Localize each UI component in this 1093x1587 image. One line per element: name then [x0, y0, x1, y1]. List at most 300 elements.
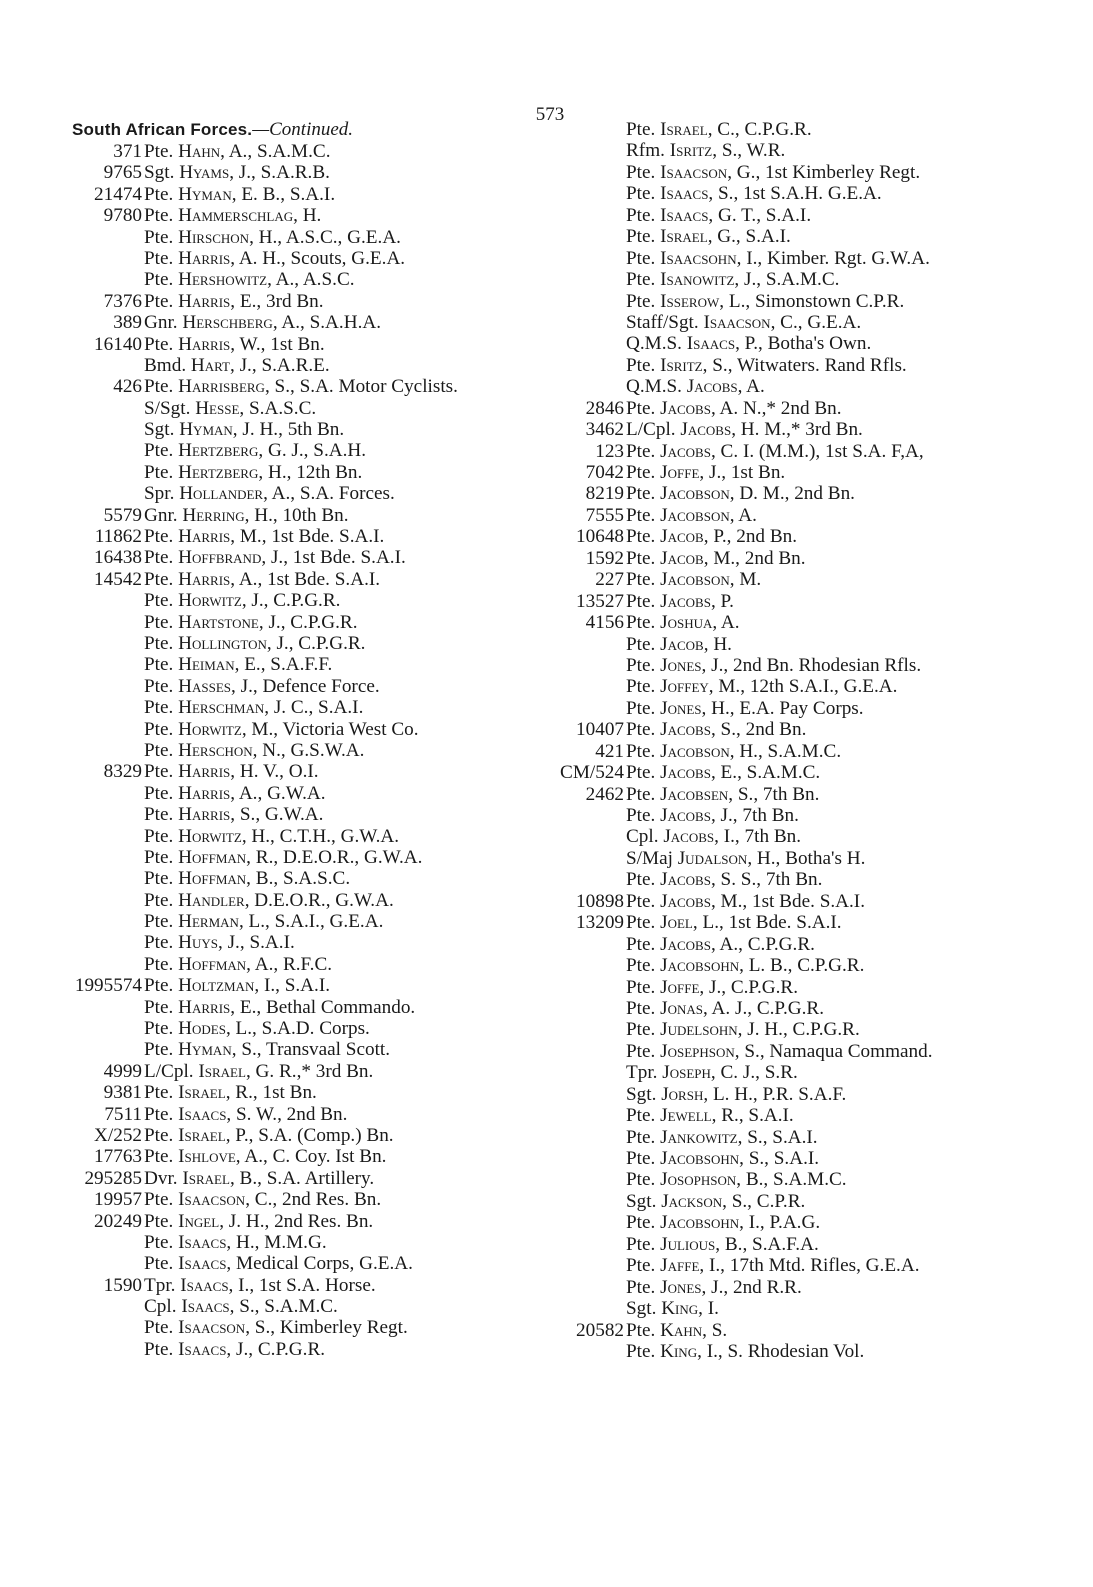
surname: Jones — [660, 697, 702, 719]
initials-and-unit: , B., S.A. Artillery. — [229, 1167, 375, 1189]
entry-text — [626, 226, 791, 247]
rank: Pte. — [626, 290, 656, 312]
rank: Pte. — [626, 612, 656, 634]
entry-text — [144, 590, 340, 611]
initials-and-unit: , B., S.A.M.C. — [736, 1169, 847, 1191]
surname: Harris — [178, 247, 231, 269]
rank: Pte. — [144, 205, 174, 227]
rank: Pte. — [144, 932, 174, 954]
surname: Horwitz — [178, 590, 242, 612]
rank: Pte. — [144, 1039, 174, 1061]
initials-and-unit: , J. C., S.A.I. — [264, 697, 364, 719]
entry-text — [626, 848, 865, 869]
entry-text — [626, 826, 801, 847]
initials-and-unit: , H., A.S.C., G.E.A. — [249, 226, 401, 248]
initials-and-unit: , H., 12th Bn. — [258, 461, 363, 483]
surname: Isaacs — [660, 183, 709, 205]
entry-text — [144, 676, 380, 697]
entry-text — [626, 1084, 846, 1105]
surname: Israel — [178, 1082, 226, 1104]
initials-and-unit: , J., C.P.G.R. — [699, 976, 799, 998]
rank: Tpr. — [626, 1062, 658, 1084]
initials-and-unit: , E. B., S.A.I. — [231, 183, 336, 205]
rank: Pte. — [626, 890, 656, 912]
initials-and-unit: , J., Defence Force. — [231, 675, 380, 697]
entry-text — [626, 891, 865, 912]
entry-text — [144, 697, 363, 718]
surname: Herschon — [178, 739, 253, 761]
service-number: CM/524 — [560, 762, 624, 784]
surname: Isaacsohn — [660, 247, 737, 269]
initials-and-unit: , J., 2nd Bn. Rhodesian Rfls. — [701, 654, 922, 676]
entry-text — [626, 205, 811, 226]
initials-and-unit: , A., S.A. Forces. — [263, 483, 395, 505]
rank: S/Sgt. — [144, 397, 191, 419]
entry-text — [626, 1105, 794, 1126]
surname: Judelsohn — [660, 1019, 738, 1041]
rank: Pte. — [626, 1276, 656, 1298]
initials-and-unit: , J., 1st Bde. S.A.I. — [261, 547, 406, 569]
rank: Pte. — [626, 740, 656, 762]
surname: Horwitz — [178, 825, 242, 847]
initials-and-unit: , H. M.,* 3rd Bn. — [731, 419, 863, 441]
surname: Jacobs — [663, 826, 715, 848]
surname: Hasses — [178, 675, 232, 697]
surname: Jaffe — [660, 1255, 700, 1277]
rank: Pte. — [144, 953, 174, 975]
initials-and-unit: , E., S.A.F.F. — [234, 654, 333, 676]
surname: Harrisberg — [178, 376, 265, 398]
surname: Hollington — [178, 632, 267, 654]
initials-and-unit: , S., Witwaters. Rand Rfls. — [702, 354, 907, 376]
initials-and-unit: , J., C.P.G.R. — [241, 590, 341, 612]
entry-text — [144, 248, 405, 269]
surname: Isaacs — [686, 333, 736, 355]
rank: Pte. — [144, 804, 174, 826]
surname: Heiman — [178, 654, 235, 676]
initials-and-unit: , P., S.A. (Comp.) Bn. — [225, 1124, 394, 1146]
initials-and-unit: , J., S.A.R.B. — [229, 162, 330, 184]
rank: Pte. — [144, 1103, 174, 1125]
rank: Pte. — [144, 846, 174, 868]
surname: Hoffman — [178, 953, 247, 975]
initials-and-unit: , R., D.E.O.R., G.W.A. — [246, 846, 423, 868]
entry-text — [144, 1253, 413, 1274]
surname: Jackson — [661, 1190, 723, 1212]
entry-text — [626, 805, 799, 826]
initials-and-unit: , A. H., Scouts, G.E.A. — [230, 247, 406, 269]
entry-text — [144, 1296, 338, 1317]
rank: Pte. — [626, 955, 656, 977]
surname: Jones — [660, 654, 702, 676]
entry-text — [626, 526, 797, 547]
rank: Cpl. — [144, 1296, 177, 1318]
initials-and-unit: , I., 7th Bn. — [714, 826, 802, 848]
rank: Pte. — [144, 1124, 174, 1146]
rank: Pte. — [144, 1338, 174, 1360]
surname: King — [660, 1340, 698, 1362]
rank: Pte. — [144, 632, 174, 654]
surname: Jankowitz — [660, 1126, 738, 1148]
service-number: 9765 — [103, 162, 142, 184]
surname: Jacobs — [660, 805, 711, 826]
surname: Joel — [660, 912, 693, 934]
service-number: 389 — [113, 312, 142, 334]
entry-text — [626, 676, 897, 697]
initials-and-unit: , L., 1st Bde. S.A.I. — [692, 912, 842, 934]
entry-text — [626, 1041, 933, 1062]
initials-and-unit: , G., 1st Kimberley Regt. — [727, 161, 921, 183]
entry-text — [144, 569, 380, 590]
entry-text — [626, 548, 806, 569]
initials-and-unit: , S., 1st S.A.H. G.E.A. — [708, 183, 882, 205]
entry-text — [626, 1320, 727, 1341]
section-heading — [72, 119, 353, 141]
surname: Israel — [660, 226, 708, 248]
initials-and-unit: , M., 1st Bde. S.A.I. — [710, 890, 865, 912]
rank: Pte. — [626, 504, 656, 526]
service-number: 13209 — [576, 912, 624, 934]
service-number: 21474 — [94, 183, 142, 205]
entry-text — [626, 1298, 719, 1319]
entry-text — [626, 1148, 819, 1169]
section-title: South African Forces. — [72, 120, 253, 139]
surname: Jonas — [660, 997, 703, 1019]
rank: Pte. — [626, 976, 656, 998]
initials-and-unit: , H. — [703, 633, 732, 655]
entry-text — [626, 784, 819, 805]
surname: Judalson — [677, 847, 748, 869]
entry-text — [626, 1277, 802, 1298]
initials-and-unit: , A., 1st Bde. S.A.I. — [230, 568, 381, 590]
rank: Pte. — [626, 161, 656, 183]
surname: Jacobs — [660, 890, 711, 912]
entry-text — [144, 312, 381, 333]
entry-text — [626, 291, 904, 312]
entry-text — [144, 419, 344, 440]
service-number: 2462 — [585, 783, 624, 805]
rank: Pte. — [626, 1040, 656, 1062]
rank: Pte. — [626, 1340, 656, 1362]
rank: Pte. — [144, 183, 174, 205]
rank: Pte. — [626, 1212, 656, 1234]
initials-and-unit: , C., 2nd Res. Bn. — [245, 1189, 382, 1211]
service-number: 10407 — [576, 719, 624, 741]
surname: Holtzman — [178, 975, 255, 997]
rank: Pte. — [144, 975, 174, 997]
service-number: X/252 — [94, 1124, 142, 1146]
rank: Pte. — [144, 376, 174, 398]
surname: Isaacs — [178, 1338, 227, 1360]
service-number: 8219 — [585, 483, 624, 505]
rank: Gnr. — [144, 504, 178, 526]
rank: Pte. — [144, 141, 174, 162]
entry-text — [144, 376, 458, 397]
entry-text — [144, 1104, 347, 1125]
entry-text — [144, 997, 415, 1018]
entry-text — [144, 398, 316, 419]
surname: Hammerschlag — [178, 205, 294, 227]
surname: Jorsh — [661, 1083, 704, 1105]
initials-and-unit: , H., C.T.H., G.W.A. — [241, 825, 400, 847]
rank: Pte. — [626, 119, 656, 140]
surname: Isaacson — [178, 1189, 246, 1211]
initials-and-unit: , S., 2nd Bn. — [710, 719, 807, 741]
entry-text — [626, 719, 806, 740]
surname: Jacobsohn — [660, 1148, 740, 1169]
service-number: 10898 — [576, 890, 624, 912]
rank: Pte. — [626, 269, 656, 291]
initials-and-unit: , E., S.A.M.C. — [710, 762, 821, 784]
rank: Pte. — [626, 397, 656, 419]
entry-text — [144, 462, 362, 483]
surname: Hertzberg — [178, 440, 259, 462]
initials-and-unit: , W., 1st Bn. — [230, 333, 325, 355]
surname: Jacobson — [660, 569, 730, 591]
surname: Jacob — [660, 633, 704, 655]
entry-text — [144, 654, 332, 675]
surname: Jacobs — [660, 719, 711, 741]
initials-and-unit: , S., Transvaal Scott. — [231, 1039, 391, 1061]
surname: Harris — [178, 526, 231, 548]
rank: Pte. — [626, 912, 656, 934]
entry-text — [144, 954, 332, 975]
rank: Pte. — [144, 1253, 174, 1275]
initials-and-unit: , D. M., 2nd Bn. — [729, 483, 855, 505]
entry-text — [144, 868, 350, 889]
entry-text — [626, 419, 863, 440]
rank: Pte. — [626, 676, 656, 698]
entry-text — [144, 1232, 327, 1253]
entry-text — [626, 162, 920, 183]
rank: Pte. — [144, 226, 174, 248]
surname: Jacobs — [660, 397, 711, 419]
rank: Pte. — [144, 718, 174, 740]
surname: Hershowitz — [178, 269, 268, 291]
rank: Pte. — [144, 1317, 174, 1339]
rank: Pte. — [626, 633, 656, 655]
surname: Hyman — [179, 419, 233, 441]
entry-text — [144, 291, 324, 312]
entry-text — [144, 612, 358, 633]
entry-text — [144, 334, 325, 355]
surname: Hoffman — [178, 868, 247, 890]
rank: Pte. — [626, 226, 656, 248]
rank: Pte. — [626, 1105, 656, 1127]
surname: Ingel — [178, 1210, 220, 1232]
rank: Pte. — [626, 762, 656, 784]
surname: Huys — [178, 932, 218, 954]
entry-text — [144, 911, 383, 932]
surname: Isserow — [660, 290, 720, 312]
entry-text — [144, 1168, 374, 1189]
service-number: 16438 — [94, 547, 142, 569]
rank: Cpl. — [626, 826, 659, 848]
rank: Pte. — [144, 568, 174, 590]
service-number: 9780 — [103, 205, 142, 227]
rank: Pte. — [144, 1146, 174, 1168]
entry-text — [144, 205, 321, 226]
surname: Isaacs — [180, 1274, 229, 1296]
surname: Israel — [198, 1060, 246, 1082]
rank: Pte. — [144, 333, 174, 355]
entry-text — [626, 333, 871, 354]
surname: King — [661, 1298, 699, 1320]
initials-and-unit: , L., Simonstown C.P.R. — [719, 290, 905, 312]
initials-and-unit: , J., C.P.G.R. — [258, 611, 358, 633]
surname: Hahn — [178, 141, 221, 162]
surname: Josophson — [660, 1169, 737, 1191]
entry-text — [144, 1339, 325, 1360]
surname: Isaacs — [660, 204, 709, 226]
initials-and-unit: , H., Botha's H. — [747, 847, 866, 869]
initials-and-unit: , D.E.O.R., G.W.A. — [244, 889, 394, 911]
surname: Joffe — [660, 462, 700, 483]
rank: Gnr. — [144, 312, 178, 334]
initials-and-unit: , J., 7th Bn. — [710, 805, 799, 826]
surname: Hyams — [179, 162, 230, 184]
surname: Isaacson — [660, 161, 728, 183]
initials-and-unit: , I., Kimber. Rgt. G.W.A. — [736, 247, 930, 269]
service-number: 20249 — [94, 1210, 142, 1232]
rank: Pte. — [144, 290, 174, 312]
service-number: 4156 — [585, 612, 624, 634]
rank: Pte. — [626, 1169, 656, 1191]
entry-text — [144, 1146, 386, 1167]
initials-and-unit: , G., S.A.I. — [707, 226, 791, 248]
surname: Isanowitz — [660, 269, 735, 291]
rank: Rfm. — [626, 140, 665, 162]
surname: Joffe — [660, 976, 700, 998]
initials-and-unit: , S. — [702, 1319, 728, 1341]
rank: Pte. — [626, 1019, 656, 1041]
rank: Sgt. — [626, 1190, 657, 1212]
rank: Q.M.S. — [626, 333, 682, 355]
service-number: 5579 — [103, 504, 142, 526]
service-number: 19957 — [94, 1189, 142, 1211]
initials-and-unit: , C., G.E.A. — [770, 311, 862, 333]
surname: Jacobsen — [660, 783, 729, 805]
rank: Pte. — [144, 675, 174, 697]
service-number: 14542 — [94, 568, 142, 590]
rank: Pte. — [626, 204, 656, 226]
initials-and-unit: , S., S.A.I. — [739, 1148, 820, 1169]
initials-and-unit: , H., 10th Bn. — [244, 504, 349, 526]
rank: Pte. — [144, 611, 174, 633]
initials-and-unit: , L. H., P.R. S.A.F. — [703, 1083, 847, 1105]
service-number: 7511 — [104, 1103, 142, 1125]
entry-text — [144, 847, 422, 868]
surname: Jacobs — [660, 762, 711, 784]
page-number: 573 — [535, 104, 565, 125]
initials-and-unit: , P., 2nd Bn. — [703, 526, 798, 548]
initials-and-unit: , B., S.A.F.A. — [715, 1233, 819, 1255]
initials-and-unit: , A., C.P.G.R. — [710, 933, 815, 955]
service-number: 123 — [595, 440, 624, 462]
initials-and-unit: , E., Bethal Commando. — [230, 996, 416, 1018]
surname: Jacobson — [660, 504, 730, 526]
initials-and-unit: , H., M.M.G. — [226, 1231, 327, 1253]
service-number: 16140 — [94, 333, 142, 355]
rank: Pte. — [144, 547, 174, 569]
initials-and-unit: , I., P.A.G. — [739, 1212, 821, 1234]
initials-and-unit: , S., S.A.I. — [737, 1126, 818, 1148]
entry-text — [144, 1018, 370, 1039]
entry-text — [144, 526, 384, 547]
entry-text — [626, 977, 798, 998]
entry-text — [144, 269, 355, 290]
initials-and-unit: , S., W.R. — [712, 140, 786, 162]
surname: Harris — [178, 782, 231, 804]
service-number: 10648 — [576, 526, 624, 548]
initials-and-unit: , H., E.A. Pay Corps. — [701, 697, 864, 719]
initials-and-unit: , L. B., C.P.G.R. — [739, 955, 865, 977]
initials-and-unit: , H. V., O.I. — [230, 761, 319, 783]
initials-and-unit: , A., G.W.A. — [230, 782, 326, 804]
rank: Pte. — [626, 183, 656, 205]
rank: Bmd. — [144, 354, 187, 376]
surname: Jacobsohn — [660, 1212, 740, 1234]
initials-and-unit: , S., C.P.R. — [722, 1190, 806, 1212]
entry-text — [626, 1212, 820, 1233]
surname: Israel — [182, 1167, 230, 1189]
initials-and-unit: , A. N.,* 2nd Bn. — [710, 397, 842, 419]
entry-text — [626, 998, 824, 1019]
entry-text — [144, 440, 366, 461]
entry-text — [144, 890, 394, 911]
entry-text — [144, 932, 295, 953]
initials-and-unit: , C. J., S.R. — [710, 1062, 798, 1084]
entry-text — [626, 119, 812, 140]
entry-text — [626, 441, 924, 462]
initials-and-unit: , J., C.P.G.R. — [226, 1338, 326, 1360]
entry-text — [144, 761, 319, 782]
rank: Pte. — [626, 462, 656, 483]
entry-text — [626, 912, 842, 933]
entry-text — [144, 162, 330, 183]
initials-and-unit: , S., S.A.M.C. — [229, 1296, 338, 1318]
entry-text — [626, 248, 930, 269]
surname: Kahn — [660, 1319, 703, 1341]
entry-text — [626, 1169, 847, 1190]
rank: Pte. — [626, 547, 656, 569]
entry-text — [626, 462, 785, 483]
entry-text — [626, 612, 740, 633]
entry-text — [626, 355, 907, 376]
initials-and-unit: , S., Namaqua Command. — [734, 1040, 933, 1062]
rank: Pte. — [144, 440, 174, 462]
surname: Jacobs — [686, 376, 738, 398]
rank: Pte. — [144, 1189, 174, 1211]
initials-and-unit: , J., 1st Bn. — [699, 462, 786, 483]
rank: Pte. — [144, 825, 174, 847]
surname: Israel — [660, 119, 708, 140]
service-number: 2846 — [585, 397, 624, 419]
entry-text — [626, 1019, 860, 1040]
initials-and-unit: , J. H., C.P.G.R. — [737, 1019, 860, 1041]
initials-and-unit: , A. J., C.P.G.R. — [703, 997, 825, 1019]
rank: Pte. — [626, 719, 656, 741]
rank: Pte. — [626, 869, 656, 891]
surname: Hyman — [178, 1039, 232, 1061]
rank: Pte. — [626, 247, 656, 269]
rank: Pte. — [144, 461, 174, 483]
surname: Herschman — [178, 697, 265, 719]
entry-text — [626, 140, 785, 161]
initials-and-unit: , P. — [710, 590, 734, 612]
entry-text — [144, 227, 401, 248]
entry-text — [626, 312, 861, 333]
